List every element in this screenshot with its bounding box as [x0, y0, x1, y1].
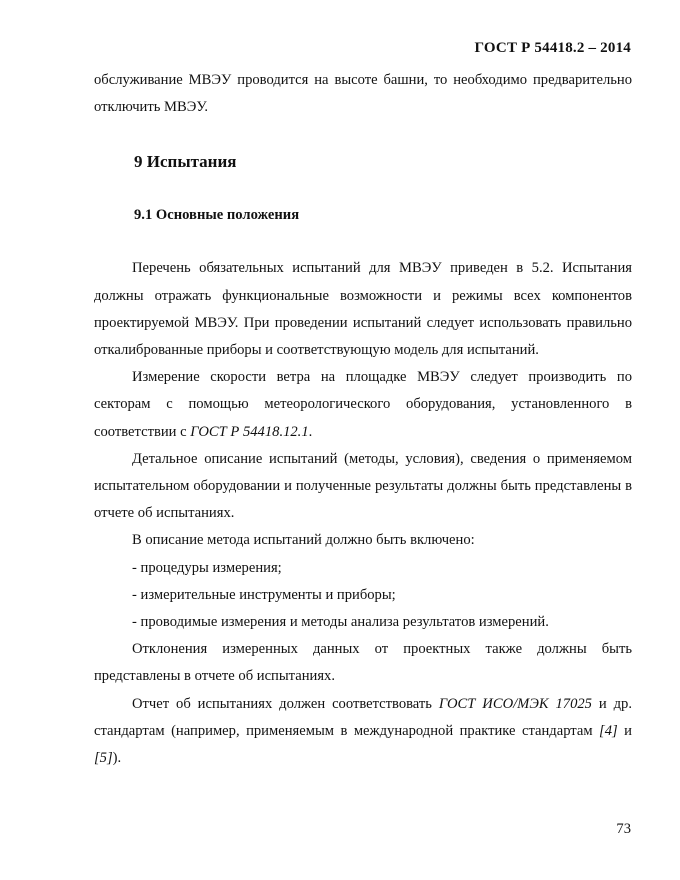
subsection-heading: 9.1 Основные положения: [134, 207, 300, 224]
paragraph-text: и др. стандартам (например, применяемым в международной практике стандартам: [94, 695, 633, 739]
paragraph-text: Измерение скорости ветра на площадке МВЭУ следует производить по секторам с помощью метеорологического оборудования, установленного в соответствии с: [94, 369, 632, 440]
standard-reference: ГОСТ Р 54418.12.1: [190, 423, 309, 440]
paragraph-method-contents: В описание метода испытаний должно быть включено:: [132, 532, 475, 549]
paragraph-test-description: Детальное описание испытаний (методы, условия), сведения о применяемом испытательном оборудовании и полученные результаты должны быть представлены в отчете об испытаниях.: [94, 450, 632, 522]
paragraph-wind-measurement: [94, 364, 632, 446]
list-item: - измерительные инструменты и приборы;: [132, 586, 396, 603]
page-number: 73: [616, 821, 631, 837]
paragraph-text: ).: [112, 750, 122, 767]
paragraph-deviations: Отклонения измеренных данных от проектных также должны быть представлены в отчете об испытаниях.: [94, 641, 632, 685]
list-item: - проводимые измерения и методы анализа результатов измерений.: [132, 614, 549, 631]
page-body: [94, 67, 632, 772]
bibliography-reference: [4]: [599, 722, 618, 739]
document-header-id: ГОСТ Р 54418.2 – 2014: [474, 40, 631, 56]
paragraph-report-standards: [94, 691, 632, 773]
bibliography-reference: [5]: [94, 750, 113, 767]
section-heading: 9 Испытания: [134, 152, 237, 172]
paragraph-tests-list: Перечень обязательных испытаний для МВЭУ приведен в 5.2. Испытания должны отражать функциональные возможности и режимы всех компонентов проектируемой МВЭУ. При проведении испытаний следует использовать правильно откалиброванные приборы и соответствующую модель для испытаний.: [94, 260, 632, 359]
continuation-paragraph: обслуживание МВЭУ проводится на высоте башни, то необходимо предварительно отключить МВЭУ.: [94, 72, 632, 116]
paragraph-text: Отчет об испытаниях должен соответствовать: [132, 695, 439, 712]
list-item: - процедуры измерения;: [132, 559, 282, 576]
paragraph-text: .: [308, 423, 313, 440]
paragraph-text: и: [617, 722, 632, 739]
standard-reference: ГОСТ ИСО/МЭК 17025: [438, 695, 592, 712]
